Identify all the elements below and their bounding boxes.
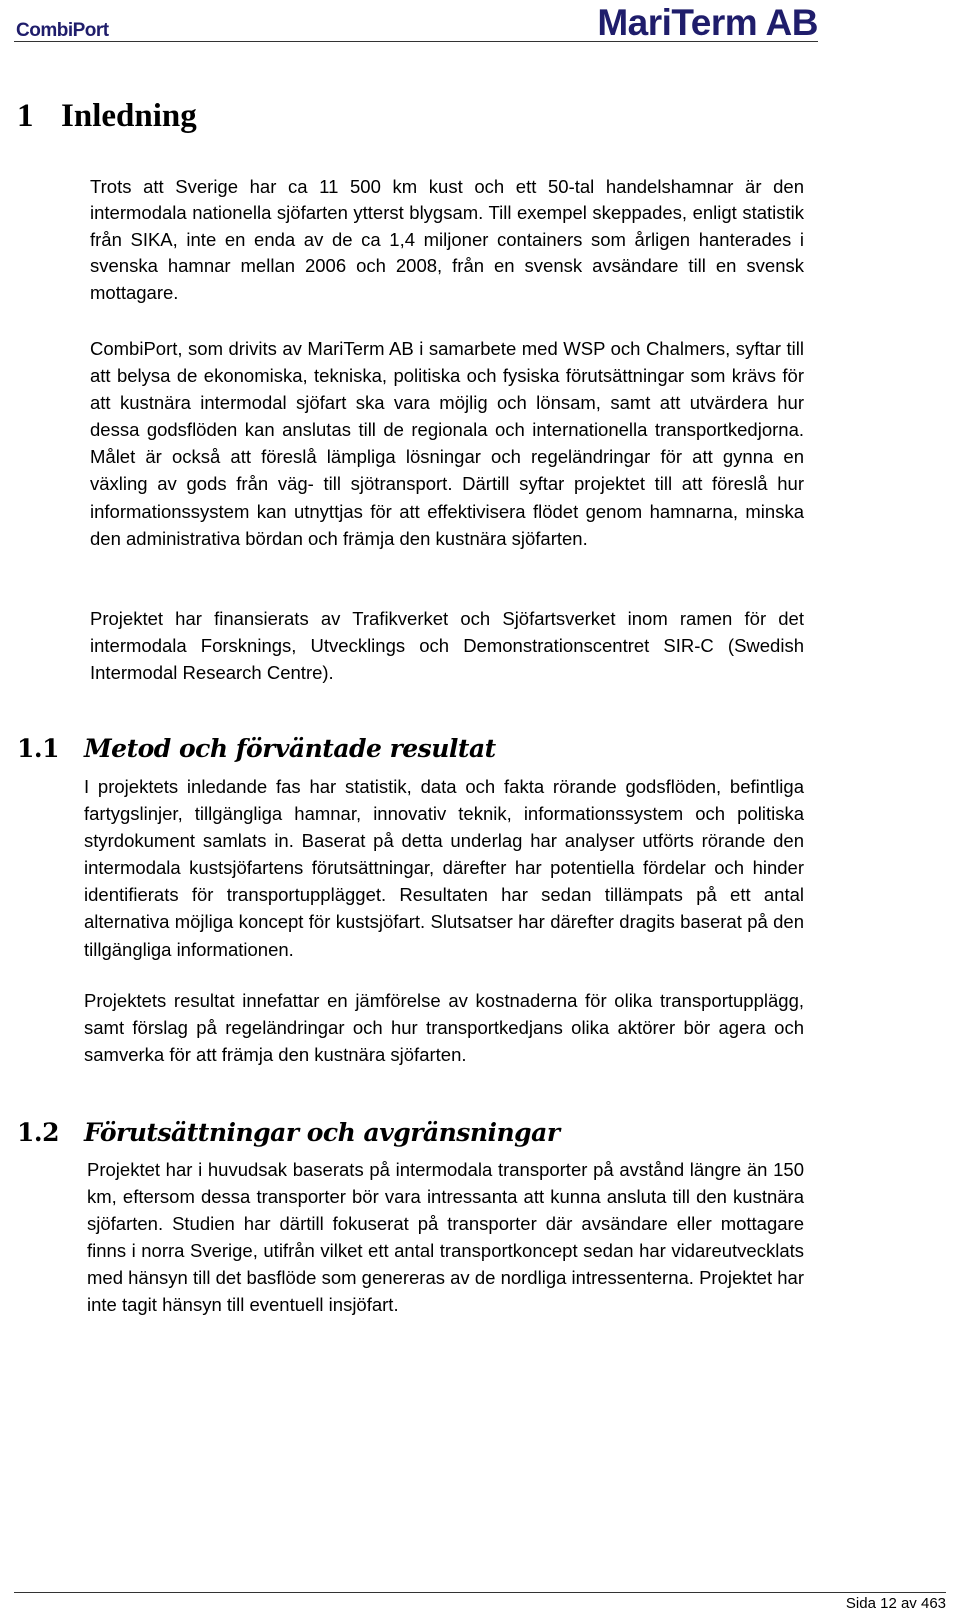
section-1-title: Inledning (61, 98, 197, 134)
section-1-paragraph: CombiPort, som drivits av MariTerm AB i samarbete med WSP och Chalmers, syftar till att belysa de ekonomiska, tekniska, politiska och fysiska förutsättningar som krävs för att kustnära intermodal sjöfart ska vara möjlig och lönsam, samt att utvärdera hur dessa godsflöden kan anslutas till de regionala och internationella transportkedjorna. Målet är också att föreslå lämpliga lösningar och regeländringar för att gynna en växling av gods från väg- till sjötransport. Därtill syftar projektet till att föreslå hur informationssystem kan utnyttjas för att effektivisera flödet genom hamnarna, minska den administrativa bördan och främja den kustnära sjöfarten. (90, 338, 804, 549)
section-1-1-paragraph: Projektets resultat innefattar en jämförelse av kostnaderna för olika transportupplägg, samt förslag på regeländringar och hur transportkedjans olika aktörer bör agera och samverka för att främja den kustnära sjöfarten. (84, 990, 804, 1066)
section-1-heading (17, 98, 197, 135)
section-1-paragraph: Projektet har finansierats av Trafikverket och Sjöfartsverket inom ramen för det intermodala Forsknings, Utvecklings och Demonstrationscentret SIR-C (Swedish Intermodal Research Centre). (90, 608, 804, 684)
section-1-1-heading (17, 734, 496, 763)
section-1-1-paragraph: I projektets inledande fas har statistik, data och fakta rörande godsflöden, befintliga fartygslinjer, tillgängliga hamnar, innovativ teknik, informationssystem och politiska styrdokument samlats in. Baserat på detta underlag har analyser utförts rörande den intermodala kustsjöfartens förutsättningar, därefter har potentiella fördelar och hinder identifierats för transportupplägget. Resultaten har sedan tillämpats på ett antal alternativa möjliga koncept för kustsjöfart. Slutsatser har därefter dragits baserat på den tillgängliga informationen. (84, 776, 804, 960)
section-1-2-paragraph: Projektet har i huvudsak baserats på intermodala transporter på avstånd längre än 150 km, eftersom dessa transporter bör vara intressanta att kunna ansluta till den kustnära sjöfarten. Studien har därtill fokuserat på transporter där avsändare eller mottagare finns i norra Sverige, utifrån vilket ett antal transportkoncept sedan har vidareutvecklats med hänsyn till det basflöde som genereras av de nordliga intressenterna. Projektet har inte tagit hänsyn till eventuell insjöfart. (87, 1159, 804, 1316)
header-project-name: CombiPort (16, 20, 109, 41)
page-number: Sida 12 av 463 (845, 1595, 946, 1612)
section-1-2-heading (17, 1118, 560, 1147)
section-1-1-title: Metod och förväntade resultat (84, 734, 496, 763)
section-1-2-number: 1.2 (17, 1118, 59, 1147)
section-1-2-title: Förutsättningar och avgränsningar (84, 1118, 560, 1147)
header-divider (14, 41, 818, 42)
footer-divider (14, 1592, 946, 1593)
section-1-number: 1 (17, 98, 34, 134)
header-company-name: MariTerm AB (597, 2, 818, 43)
section-1-1-number: 1.1 (17, 734, 59, 763)
section-1-paragraph: Trots att Sverige har ca 11 500 km kust och ett 50-tal handelshamnar är den intermodala nationella sjöfarten ytterst blygsam. Till exempel skeppades, enligt statistik från SIKA, inte en enda av de ca 1,4 miljoner containers som årligen hanterades i svenska hamnar mellan 2006 och 2008, från en svensk avsändare till en svensk mottagare. (90, 176, 804, 303)
